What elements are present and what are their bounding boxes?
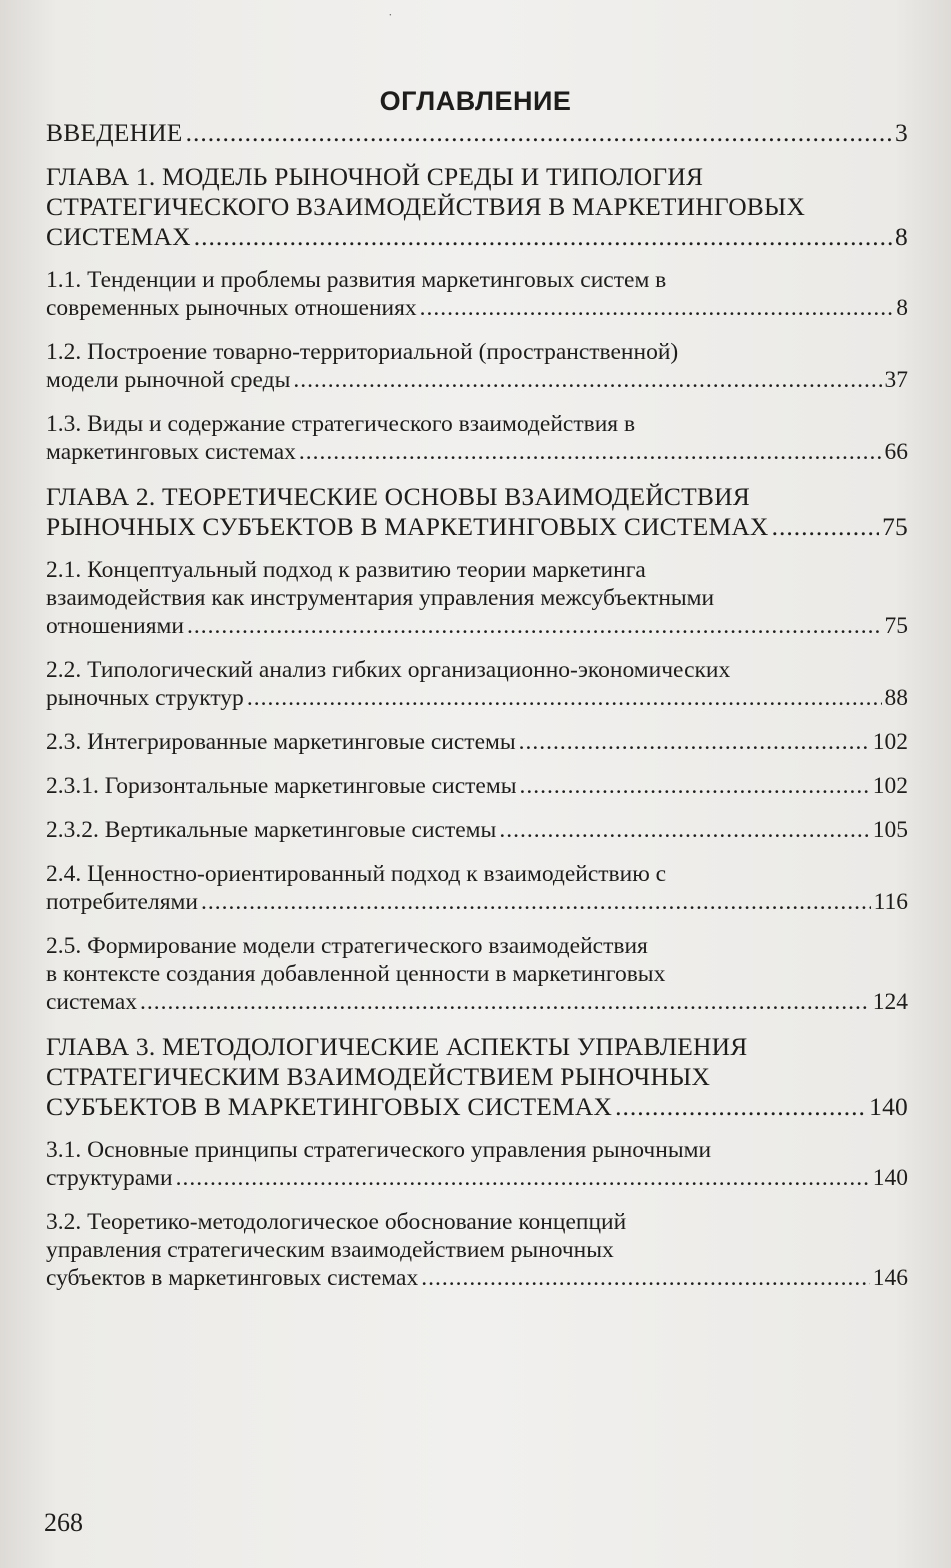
toc-entry-section-2-5 [46,932,908,1016]
toc-page-number: 75 [882,512,908,541]
toc-entry-last-line [46,816,908,844]
toc-entry-last-line [46,1164,908,1192]
toc-entry-line: взаимодействия как инструментария управления межсубъектными [46,585,715,611]
toc-entry-last-line [46,612,908,640]
toc-entry-line: ВВЕДЕНИЕ [46,118,183,147]
toc-entry-line: 1.3. Виды и содержание стратегического взаимодействия в [46,411,636,437]
toc-entry-line: современных рыночных отношениях [46,295,417,321]
toc-page-number: 102 [872,773,908,799]
toc-entry-line: модели рыночной среды [46,367,291,393]
toc-entry-section-2-1 [46,556,908,640]
dot-leader [293,366,881,394]
toc-entry-section-3-1 [46,1136,908,1192]
toc-page-number: 140 [872,1165,908,1191]
toc-page-number: 37 [884,367,908,393]
toc-entry-section-2-2 [46,656,908,712]
toc-entry-line: 2.3. Интегрированные маркетинговые системы [46,729,516,755]
toc-entry-section-2-4 [46,860,908,916]
print-speck: ˙ [388,12,393,27]
toc-entry-line: системах [46,989,138,1015]
toc-entry-line: 2.3.2. Вертикальные маркетинговые системы [46,817,497,843]
toc-entry-line: 2.4. Ценностно-ориентированный подход к взаимодействию с [46,861,667,887]
toc-title: ОГЛАВЛЕНИЕ [379,86,572,116]
toc-page-number: 116 [873,889,908,915]
toc-entry-line: 3.2. Теоретико-методологическое обоснование концепций [46,1209,627,1235]
toc-page-number: 8 [896,295,908,321]
toc-entry-line: СТРАТЕГИЧЕСКИМ ВЗАИМОДЕЙСТВИЕМ РЫНОЧНЫХ [46,1062,711,1091]
toc-page-number: 140 [869,1092,908,1121]
dot-leader [187,612,882,640]
dot-leader [520,772,870,800]
toc-entry-line: субъектов в маркетинговых системах [46,1265,419,1291]
toc-entry-last-line [46,222,908,252]
toc-entry-last-line [46,438,908,466]
toc-page-number: 102 [872,729,908,755]
toc-entry-last-line [46,118,908,148]
toc-entry-chapter-3 [46,1032,908,1122]
dot-leader [420,294,894,322]
toc-entry-last-line [46,772,908,800]
toc-entry-line: 2.3.1. Горизонтальные маркетинговые системы [46,773,517,799]
toc-entry-last-line [46,1092,908,1122]
toc-entry-section-2-3-2 [46,816,908,844]
toc-entry-last-line [46,1264,908,1292]
toc-entry-line: СИСТЕМАХ [46,222,191,251]
dot-leader [176,1164,870,1192]
dot-leader [194,222,892,252]
dot-leader [299,438,882,466]
toc-entry-last-line [46,684,908,712]
toc-entry-section-1-2 [46,338,908,394]
toc-entry-line: РЫНОЧНЫХ СУБЪЕКТОВ В МАРКЕТИНГОВЫХ СИСТЕМАХ [46,512,769,541]
toc-entry-line: маркетинговых системах [46,439,296,465]
toc-entry-last-line [46,888,908,916]
toc-entry-line: рыночных структур [46,685,244,711]
toc-entry-line: отношениями [46,613,184,639]
toc-entry-section-2-3 [46,728,908,756]
toc-entry-line: 2.2. Типологический анализ гибких организационно-экономических [46,657,731,683]
toc-page-number: 146 [872,1265,908,1291]
toc-entry-line: в контексте создания добавленной ценности в маркетинговых [46,961,666,987]
toc-entry-chapter-2 [46,482,908,542]
toc-entry-line: 3.1. Основные принципы стратегического управления рыночными [46,1137,712,1163]
toc-page-number: 8 [895,222,908,251]
toc-entry-line: ГЛАВА 1. МОДЕЛЬ РЫНОЧНОЙ СРЕДЫ И ТИПОЛОГИЯ [46,162,704,191]
toc-entry-introduction [46,118,908,148]
toc-page-number: 124 [872,989,908,1015]
dot-leader [186,118,892,148]
dot-leader [499,816,869,844]
toc-page-number: 75 [884,613,908,639]
toc-entry-last-line [46,366,908,394]
toc-page-number: 105 [872,817,908,843]
page-number: 268 [44,1508,83,1537]
dot-leader [772,512,880,542]
toc-entry-section-3-2 [46,1208,908,1292]
toc-entry-line: управления стратегическим взаимодействием рыночных [46,1237,614,1263]
dot-leader [247,684,882,712]
toc-entry-line: СУБЪЕКТОВ В МАРКЕТИНГОВЫХ СИСТЕМАХ [46,1092,613,1121]
toc-page-number: 66 [884,439,908,465]
dot-leader [140,988,870,1016]
toc-entry-line: ГЛАВА 2. ТЕОРЕТИЧЕСКИЕ ОСНОВЫ ВЗАИМОДЕЙСТВИЯ [46,482,750,511]
toc-entry-line: ГЛАВА 3. МЕТОДОЛОГИЧЕСКИЕ АСПЕКТЫ УПРАВЛЕНИЯ [46,1032,748,1061]
toc-entry-line: 2.1. Концептуальный подход к развитию теории маркетинга [46,557,646,583]
toc-entry-line: СТРАТЕГИЧЕСКОГО ВЗАИМОДЕЙСТВИЯ В МАРКЕТИНГОВЫХ [46,192,806,221]
dot-leader [519,728,870,756]
toc-entry-section-1-1 [46,266,908,322]
toc-page-number: 3 [895,118,908,147]
table-of-contents [46,118,908,1308]
toc-entry-line: потребителями [46,889,198,915]
toc-entry-section-1-3 [46,410,908,466]
toc-entry-line: структурами [46,1165,173,1191]
toc-entry-line: 1.1. Тенденции и проблемы развития маркетинговых систем в [46,267,667,293]
toc-entry-line: 1.2. Построение товарно-территориальной (пространственной) [46,339,679,365]
toc-entry-section-2-3-1 [46,772,908,800]
dot-leader [201,888,871,916]
toc-page-number: 88 [884,685,908,711]
toc-entry-last-line [46,988,908,1016]
toc-entry-chapter-1 [46,162,908,252]
toc-entry-last-line [46,512,908,542]
dot-leader [421,1264,870,1292]
dot-leader [615,1092,866,1122]
toc-entry-last-line [46,728,908,756]
toc-entry-last-line [46,294,908,322]
toc-entry-line: 2.5. Формирование модели стратегического взаимодействия [46,933,648,959]
